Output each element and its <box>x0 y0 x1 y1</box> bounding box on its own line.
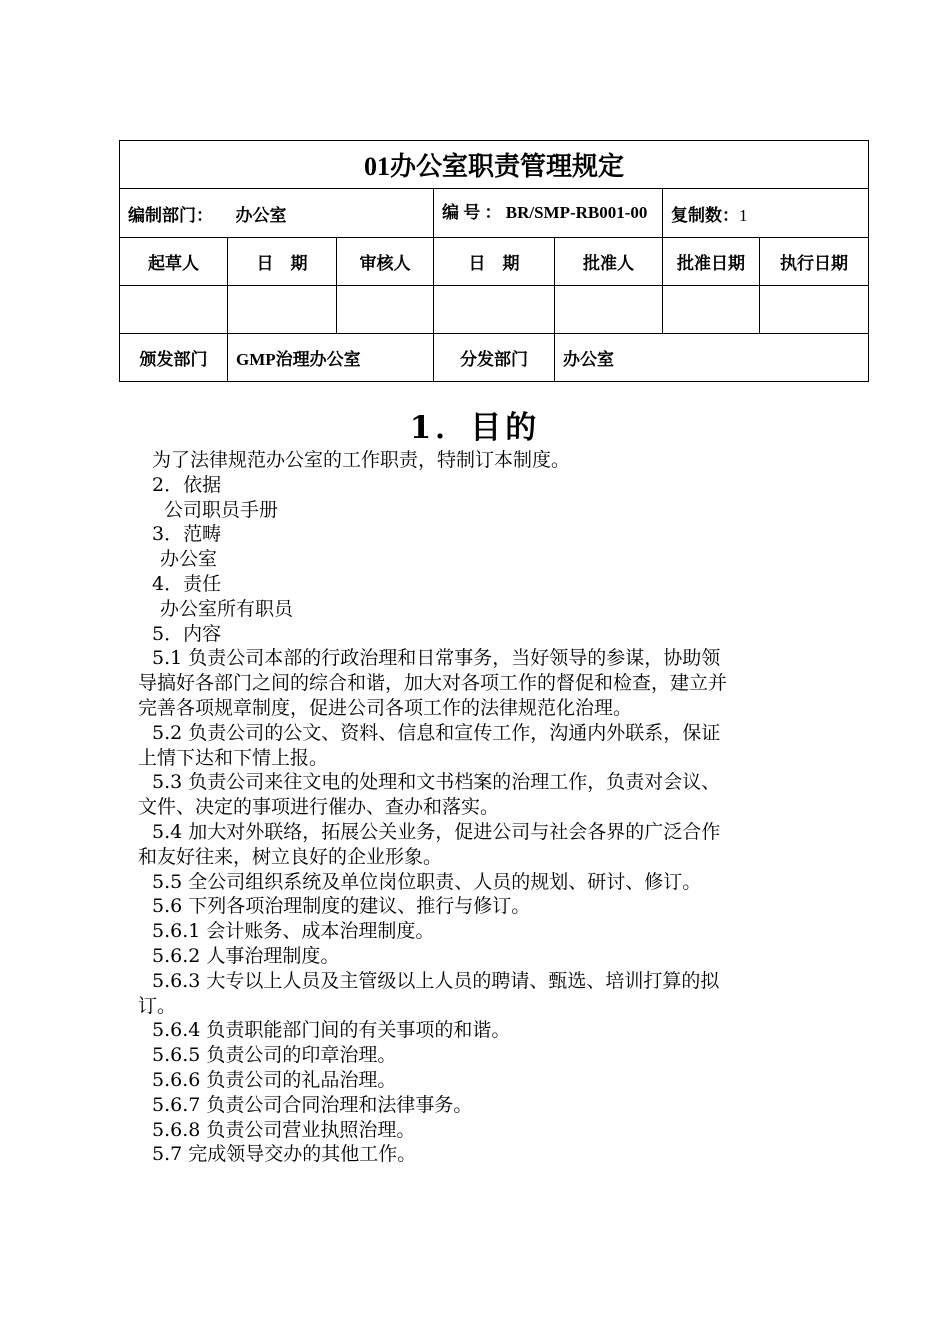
body-paragraph: 办公室 <box>160 548 218 571</box>
col-reviewer: 审核人 <box>337 238 434 286</box>
body-paragraph: 和友好往来，树立良好的企业形象。 <box>138 845 443 868</box>
body-paragraph: 5.7 完成领导交办的其他工作。 <box>152 1143 417 1166</box>
empty-cell <box>760 286 869 334</box>
col-approve-date: 批准日期 <box>663 238 760 286</box>
issue-department-label: 颁发部门 <box>120 334 228 382</box>
body-paragraph: 5.6 下列各项治理制度的建议、推行与修订。 <box>152 895 531 918</box>
body-paragraph: 5.5 全公司组织系统及单位岗位职责、人员的规划、研讨、修订。 <box>152 870 702 893</box>
document-body <box>138 448 838 1167</box>
empty-cell <box>555 286 663 334</box>
body-paragraph: 5.6.6 负责公司的礼品治理。 <box>152 1068 397 1091</box>
body-paragraph: 5.6.3 大专以上人员及主管级以上人员的聘请、甄选、培训打算的拟 <box>152 969 720 992</box>
empty-cell <box>228 286 337 334</box>
document-title: 01办公室职责管理规定 <box>120 141 869 189</box>
document-header-table <box>119 140 869 382</box>
distribute-department-value: 办公室 <box>555 334 869 382</box>
document-number-value: BR/SMP-RB001-00 <box>505 203 648 222</box>
body-paragraph: 公司职员手册 <box>164 498 279 521</box>
body-paragraph: 办公室所有职员 <box>160 597 294 620</box>
body-paragraph: 5.4 加大对外联络，拓展公关业务，促进公司与社会各界的广泛合作 <box>152 820 721 843</box>
body-paragraph: 文件、决定的事项进行催办、查办和落实。 <box>138 796 500 819</box>
copies-cell <box>663 189 869 238</box>
body-paragraph: 订。 <box>138 994 177 1017</box>
body-paragraph: 完善各项规章制度，促进公司各项工作的法律规范化治理。 <box>138 696 633 719</box>
body-paragraph: 5.6.8 负责公司营业执照治理。 <box>152 1118 416 1141</box>
body-paragraph: 5.6.7 负责公司合同治理和法律事务。 <box>152 1093 473 1116</box>
distribute-department-label: 分发部门 <box>434 334 555 382</box>
body-paragraph: 上情下达和下情上报。 <box>138 746 329 769</box>
empty-cell <box>120 286 228 334</box>
drafting-department-cell <box>120 189 434 238</box>
col-drafter: 起草人 <box>120 238 228 286</box>
body-paragraph: 4．责任 <box>152 572 222 595</box>
copies-value: 1 <box>739 205 748 225</box>
body-paragraph: 5.6.1 会计账务、成本治理制度。 <box>152 920 435 943</box>
section-heading: 1．目的 <box>409 410 541 446</box>
empty-cell <box>434 286 555 334</box>
body-paragraph: 2．依据 <box>152 473 222 496</box>
col-approver: 批准人 <box>555 238 663 286</box>
col-review-date: 日 期 <box>434 238 555 286</box>
body-paragraph: 5.6.5 负责公司的印章治理。 <box>152 1044 397 1067</box>
document-number-label: 编 号 ： <box>442 203 502 222</box>
body-paragraph: 5.6.4 负责职能部门间的有关事项的和谐。 <box>152 1019 511 1042</box>
col-execute-date: 执行日期 <box>760 238 869 286</box>
copies-label: 复制数： <box>671 205 739 225</box>
body-paragraph: 导搞好各部门之间的综合和谐，加大对各项工作的督促和检查，建立并 <box>138 672 728 695</box>
empty-cell <box>337 286 434 334</box>
drafting-department-label: 编制部门： <box>128 205 213 225</box>
empty-cell <box>663 286 760 334</box>
body-paragraph: 5.2 负责公司的公文、资料、信息和宣传工作，沟通内外联系，保证 <box>152 721 721 744</box>
body-paragraph: 为了法律规范办公室的工作职责，特制订本制度。 <box>152 449 571 471</box>
body-paragraph: 3．范畴 <box>152 523 222 546</box>
issue-department-value: GMP治理办公室 <box>228 334 434 382</box>
body-paragraph: 5.6.2 人事治理制度。 <box>152 944 340 967</box>
drafting-department-value: 办公室 <box>235 205 287 225</box>
body-paragraph: 5.3 负责公司来往文电的处理和文书档案的治理工作，负责对会议、 <box>152 771 721 794</box>
body-paragraph: 5．内容 <box>152 622 222 645</box>
body-paragraph: 5.1 负责公司本部的行政治理和日常事务，当好领导的参谋，协助领 <box>152 647 721 670</box>
col-draft-date: 日 期 <box>228 238 337 286</box>
document-number-cell <box>434 189 663 238</box>
